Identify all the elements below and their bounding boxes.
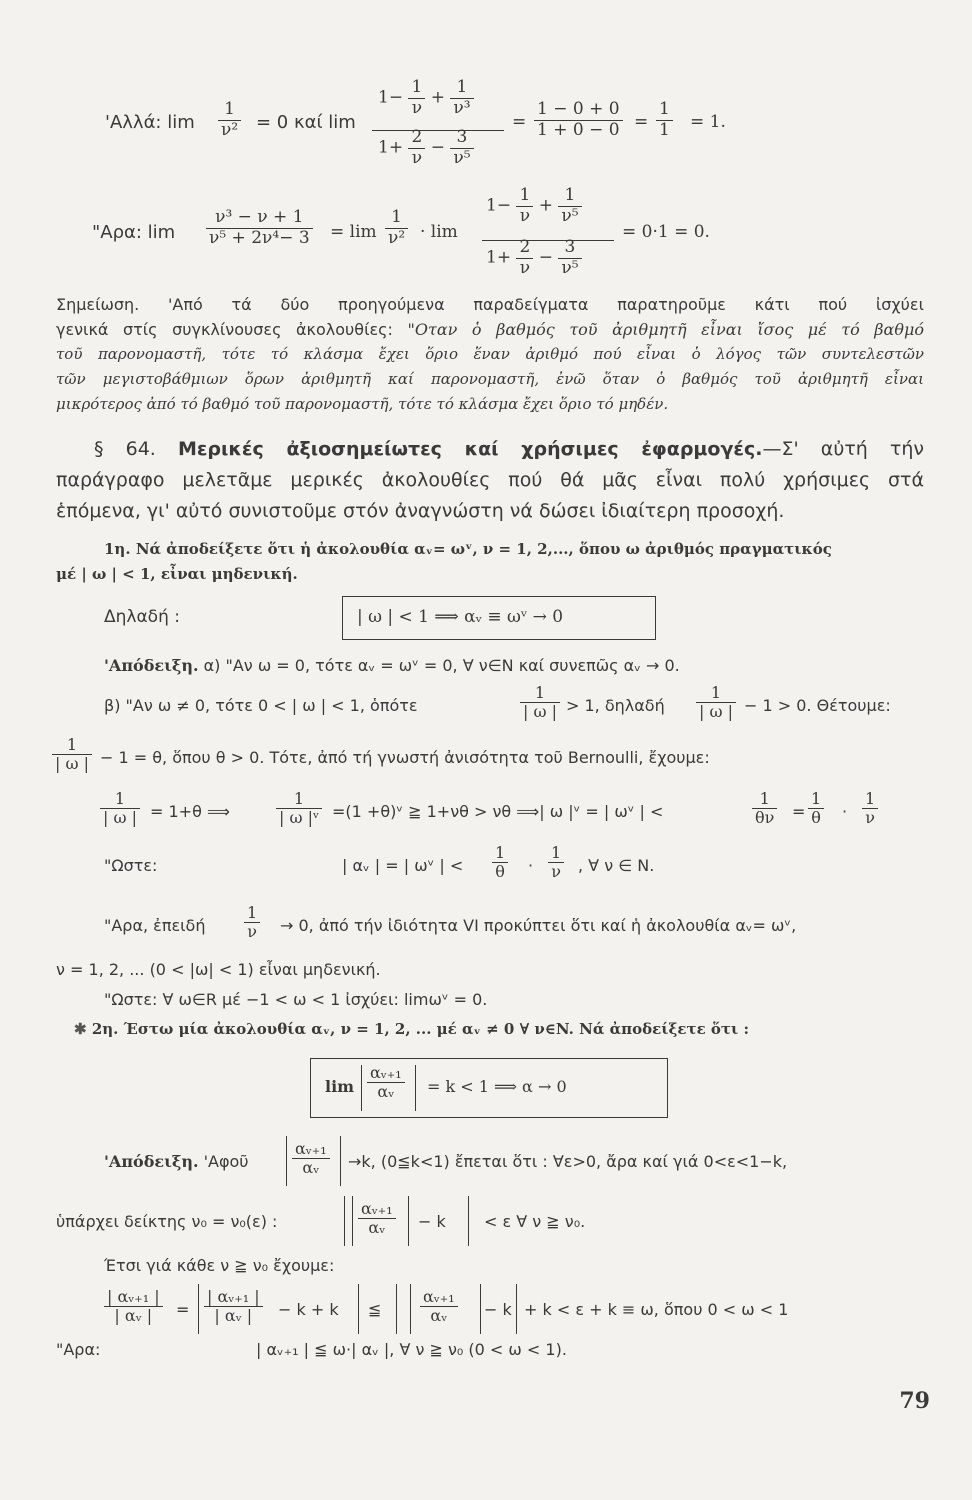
- app1-beta-c: − 1 > 0. Θέτουμε:: [744, 696, 891, 715]
- app1-ara-b: → 0, ἀπό τήν ἰδιότητα VI προκύπτει ὅτι καί ἡ ἀκολουθία αᵥ= ωᵛ,: [280, 916, 797, 935]
- section-64: [56, 434, 924, 527]
- abs-bar: [408, 1196, 409, 1246]
- example-alla-lead: 'Αλλά: lim: [105, 112, 195, 133]
- bern-frac-1: $\frac{1}{| \omega |}$: [100, 790, 140, 828]
- ara-frac-1-over-v: $\frac{1}{\nu}$: [244, 904, 260, 942]
- app1-theta-line: − 1 = θ, ὅπου θ > 0. Τότε, ἀπό τή γνωστή ἀνισότητα τοῦ Bernoulli, ἔχουμε:: [100, 748, 710, 767]
- note-line-2: γενικά στίς συγκλίνουσες ἀκολουθίες: "Οταν ὁ βαθμός τοῦ ἀριθμητῆ εἶναι ἴσος μέ τό βαθμό: [56, 320, 925, 339]
- chain-e: + k < ε + k ≡ ω, ὅπου 0 < ω < 1: [524, 1300, 789, 1319]
- chain-d: − k: [484, 1300, 512, 1319]
- abs-bar: [286, 1136, 287, 1186]
- app1-label: 1η.: [104, 540, 131, 558]
- note-line-5: μικρότερος ἀπό τό βαθμό τοῦ παρονομαστῆ, τότε τό κλάσμα ἔχει ὅριο τό μηδέν.: [56, 395, 669, 413]
- abs-bar: [344, 1196, 345, 1246]
- frac-numerator: 1: [218, 100, 241, 121]
- result-frac: $\frac{1 - 0 + 0}{1 + 0 - 0}$: [534, 100, 623, 140]
- note-line-1: Σημείωση. 'Από τά δύο προηγούμενα παραδείγματα παρατηροῦμε κάτι πού ἰσχύει: [56, 295, 924, 314]
- bern-frac-2: $\frac{1}{\text{| ω |ᵛ}}$: [276, 790, 322, 828]
- app1-statement-1: 1η. Νά ἀποδείξετε ὅτι ἡ ἀκολουθία αᵥ= ωᵛ, ν = 1, 2,..., ὅπου ω ἀριθμός πραγματικός: [104, 540, 832, 558]
- hoste-dot: ·: [528, 856, 534, 875]
- app1-proof-label: 'Απόδειξη.: [104, 656, 199, 675]
- app2-etsi: Έτσι γιά κάθε ν ≧ ν₀ ἔχουμε:: [104, 1256, 335, 1275]
- note-paragraph: [56, 292, 924, 417]
- abs-bar: [516, 1284, 517, 1334]
- hoste-frac-2: $\frac{1}{\nu}$: [548, 844, 564, 882]
- app2-ara: "Αρα:: [56, 1340, 101, 1359]
- app2-exists-b: − k: [418, 1212, 446, 1231]
- abs-bar: [396, 1284, 397, 1334]
- ara-frac-f: $\frac{\text{ν³ − ν + 1}}{\text{ν⁵ + 2ν⁴− 3}}$: [206, 208, 313, 248]
- frac-denominator: ν²: [221, 119, 239, 140]
- chain-frac-3: $\frac{\text{αᵥ₊₁}}{\text{αᵥ}}$: [420, 1288, 458, 1326]
- abs-bar-left: [361, 1065, 362, 1111]
- app1-ara-a: "Αρα, ἐπειδή: [104, 916, 206, 935]
- app1-boxed-result: | ω | < 1 ⟹ αᵥ ≡ ωᵛ → 0: [342, 596, 656, 640]
- bern-frac-3: $\frac{1}{\theta\nu}$: [752, 790, 777, 828]
- chain-a: =: [176, 1300, 190, 1319]
- bern-frac-5: $\frac{1}{\nu}$: [862, 790, 878, 828]
- app1-hoste2: "Ωστε: ∀ ω∈R μέ −1 < ω < 1 ἰσχύει: limωᵛ = 0.: [104, 990, 488, 1009]
- app2-boxed-result: lim $\frac{\text{αᵥ₊₁}}{\text{αᵥ}}$ = k < 1 ⟹ α → 0: [310, 1058, 668, 1118]
- abs-bar: [340, 1136, 341, 1186]
- page-number: 79: [899, 1388, 930, 1414]
- note-line-3: τοῦ παρονομαστῆ, τότε τό κλάσμα ἔχει ὅριο ἕναν ἀριθμό πού εἶναι ὁ λόγος τῶν συντελεστῶν: [56, 345, 924, 363]
- app2-exists-c: < ε ∀ ν ≧ ν₀.: [484, 1212, 586, 1231]
- ara-h-numerator: 1− $\frac{1}{\nu}$ + $\frac{1}{\text{ν⁵}}$: [486, 186, 582, 226]
- beta-frac-1: $\frac{1}{| \omega |}$: [520, 684, 560, 722]
- app1-ara-c: ν = 1, 2, ... (0 < |ω| < 1) εἶναι μηδενική.: [56, 960, 381, 979]
- eq-sign: =: [512, 112, 527, 132]
- app1-statement-2: μέ | ω | < 1, εἶναι μηδενική.: [56, 565, 298, 583]
- app2-statement: ✱ 2η. Έστω μία ἀκολουθία αᵥ, ν = 1, 2, ... μέ αᵥ ≠ 0 ∀ ν∈N. Νά ἀποδείξετε ὅτι :: [74, 1020, 750, 1038]
- bern-frac-4: $\frac{1}{\theta}$: [808, 790, 824, 828]
- section-title: Μερικές ἀξιοσημείωτες καί χρήσιμες ἐφαρμογές.: [177, 438, 763, 460]
- star-icon: ✱: [74, 1020, 87, 1038]
- app2-proof-b: →k, (0≦k<1) ἔπεται ὅτι : ∀ε>0, ἄρα καί γιά 0<ε<1−k,: [348, 1152, 788, 1171]
- app2-label: 2η.: [91, 1020, 119, 1038]
- ara-frac-g: $\frac{1}{\text{ν²}}$: [385, 208, 408, 248]
- bern-c: =: [792, 802, 806, 821]
- beta-frac-2: $\frac{1}{| \omega |}$: [696, 684, 736, 722]
- abs-bar: [352, 1196, 353, 1246]
- hoste-frac-1: $\frac{1}{\theta}$: [492, 844, 508, 882]
- note-label: Σημείωση.: [56, 295, 140, 314]
- example-ara-lead: "Αρα: lim: [92, 222, 176, 243]
- exists-ratio: $\frac{\text{αᵥ₊₁}}{\text{αᵥ}}$: [358, 1200, 396, 1238]
- app1-hoste-expr: | αᵥ | = | ωᵛ | <: [342, 856, 464, 875]
- eq-sign-2: =: [634, 112, 649, 132]
- proof-ratio: $\frac{\text{αᵥ₊₁}}{\text{αᵥ}}$: [292, 1140, 330, 1178]
- section-line-1: § 64. Μερικές ἀξιοσημείωτες καί χρήσιμες ἐφαρμογές.—Σ' αὐτή τήν: [56, 434, 924, 465]
- section-line-3: ἑπόμενα, γι' αὐτό συνιστοῦμε στόν ἀναγνώστη νά δώσει ἰδιαίτερη προσοχή.: [56, 500, 785, 522]
- chain-b: − k + k: [278, 1300, 339, 1319]
- ara-eq: = lim: [330, 222, 377, 242]
- app2-ara-expr: | αᵥ₊₁ | ≦ ω·| αᵥ |, ∀ ν ≧ ν₀ (0 < ω < 1).: [256, 1340, 567, 1359]
- abs-bar: [198, 1284, 199, 1334]
- section-line-2: παράγραφο μελετᾶμε μερικές ἀκολουθίες πού θά μᾶς εἶναι πολύ χρήσιμες στά: [56, 469, 924, 491]
- chain-frac-2: $\frac{\text{| αᵥ₊₁ |}}{\text{| αᵥ |}}$: [204, 1288, 263, 1326]
- theta-frac: $\frac{1}{| \omega |}$: [52, 736, 92, 774]
- abs-bar: [480, 1284, 481, 1334]
- example-alla-tail: = 1.: [690, 112, 726, 132]
- app1-alpha-line: 'Απόδειξη. α) "Αν ω = 0, τότε αᵥ = ωᵛ = 0, ∀ ν∈N καί συνεπῶς αᵥ → 0.: [104, 656, 680, 675]
- ara-h-denominator: 1+ $\frac{2}{\nu}$ − $\frac{3}{\text{ν⁵}}$: [486, 238, 582, 278]
- chain-c: ≦: [368, 1300, 382, 1319]
- app1-hoste: "Ωστε:: [104, 856, 158, 875]
- app1-beta-b: > 1, δηλαδή: [566, 696, 665, 715]
- bern-b: =(1 +θ)ᵛ ≧ 1+νθ > νθ ⟹| ω |ᵛ = | ωᵛ | <: [332, 802, 664, 821]
- app2-proof-a: 'Απόδειξη. 'Αφοῦ: [104, 1152, 249, 1171]
- abs-bar: [358, 1284, 359, 1334]
- chain-frac-1: $\frac{\text{| αᵥ₊₁ |}}{\text{| αᵥ |}}$: [104, 1288, 163, 1326]
- result-frac-2: $\frac{1}{1}$: [656, 100, 673, 140]
- note-line-4: τῶν μεγιστοβάθμιων ὅρων ἀριθμητῆ καί παρονομαστῆ, ἐνῶ ὅταν ὁ βαθμός τοῦ ἀριθμητῆ εἶναι: [56, 370, 924, 388]
- example-alla-frac1: [218, 100, 241, 140]
- app2-exists-a: ὑπάρχει δείκτης ν₀ = ν₀(ε) :: [56, 1212, 278, 1231]
- ara-tail: = 0·1 = 0.: [622, 222, 710, 242]
- app1-hoste-tail: , ∀ ν ∈ N.: [578, 856, 655, 875]
- big-numerator: 1− $\frac{1}{\nu}$ + $\frac{1}{\text{ν³}}$: [378, 78, 474, 118]
- bern-a: = 1+θ ⟹: [150, 802, 230, 821]
- example-alla-eq0: = 0 καί lim: [256, 112, 356, 133]
- abs-bar: [468, 1196, 469, 1246]
- section-number: § 64.: [94, 438, 156, 460]
- abs-bar-right: [415, 1065, 416, 1111]
- big-denominator: 1+ $\frac{2}{\nu}$ − $\frac{3}{\text{ν⁵}}$: [378, 128, 474, 168]
- abs-bar: [410, 1284, 411, 1334]
- bern-d: ·: [842, 802, 848, 821]
- app1-dilad: Δηλαδή :: [104, 607, 180, 627]
- ara-dot-lim: · lim: [420, 222, 458, 242]
- app1-beta-a: β) "Αν ω ≠ 0, τότε 0 < | ω | < 1, ὁπότε: [104, 696, 418, 715]
